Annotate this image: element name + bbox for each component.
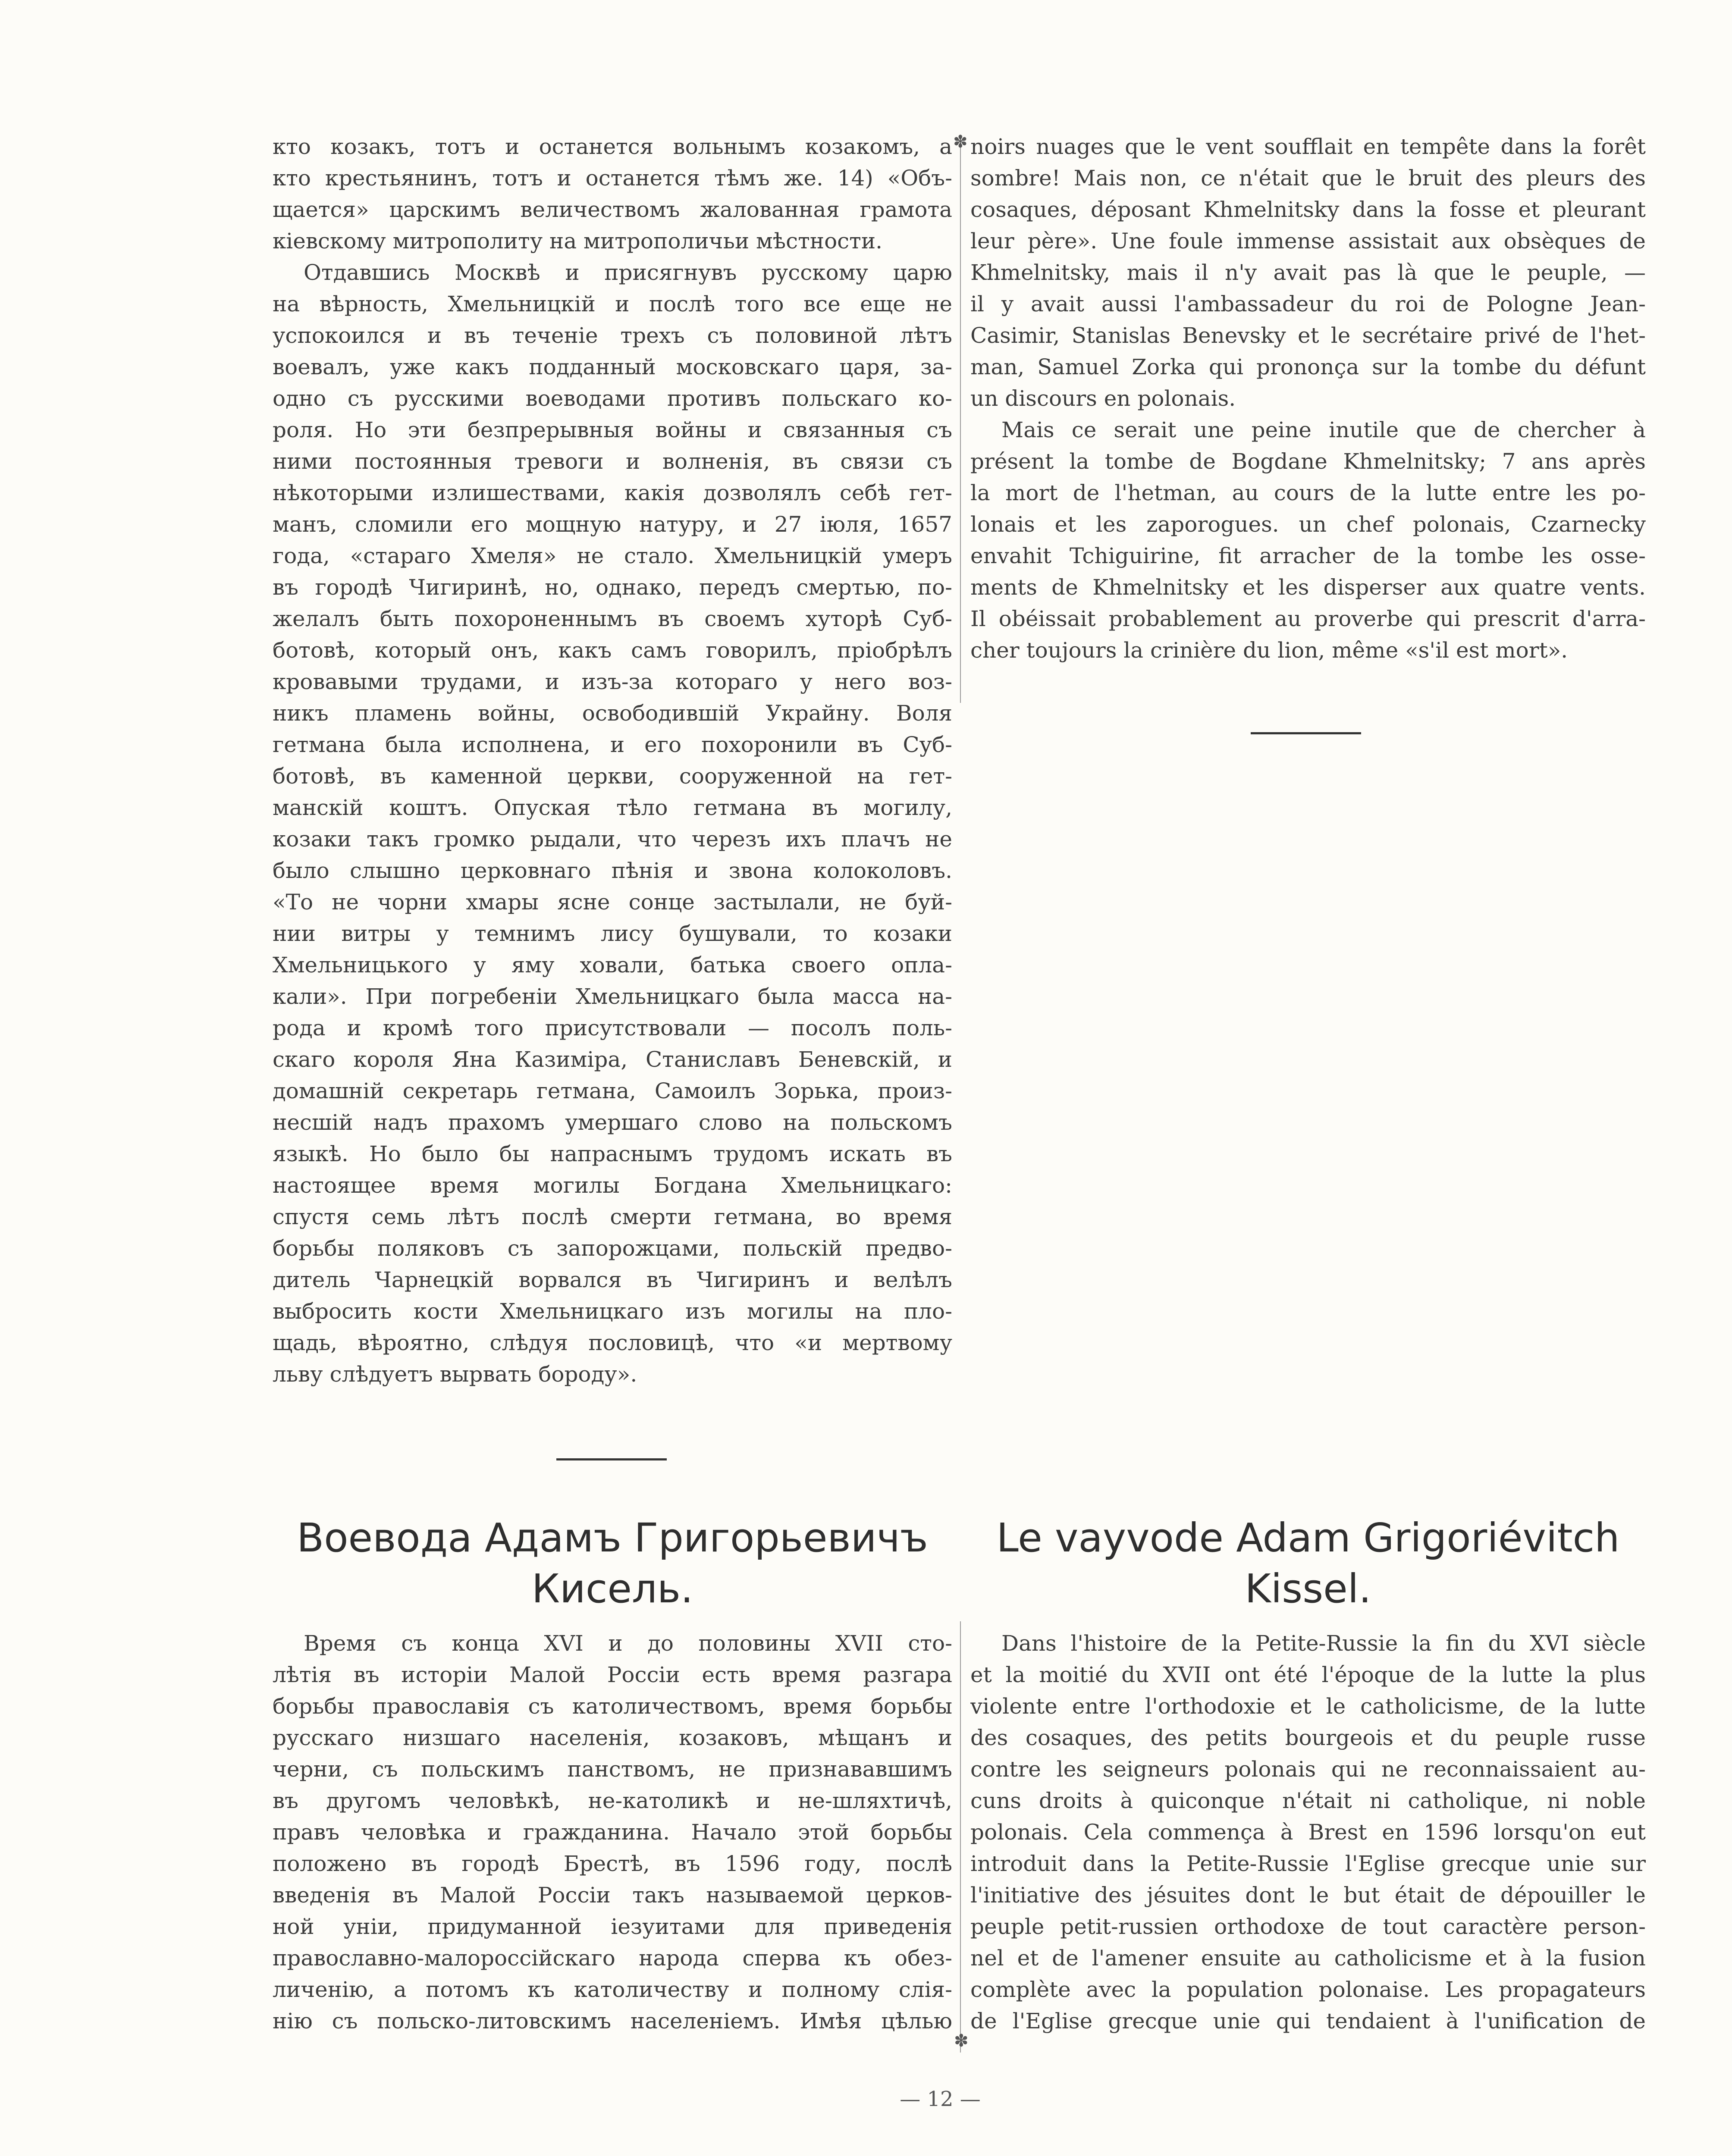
text-line: sombre! Mais non, ce n'était que le bruit des pleurs des [970,166,1646,191]
section-rule-left [556,1458,667,1460]
text-line: ной уніи, придуманной іезуитами для приведенія [273,1914,952,1939]
text-line: въ другомъ человѣкѣ, не-католикѣ и не-шляхтичѣ, [273,1788,952,1813]
text-line: желалъ быть похороненнымъ въ своемъ хуторѣ Суб- [273,606,952,631]
text-line: Il obéissait probablement au proverbe qui prescrit d'arra- [970,606,1646,631]
russian-text-column-bottom [273,1628,952,2037]
section-heading-russian [273,1513,952,1614]
heading-line: Kissel. [1245,1566,1371,1612]
text-line: кто крестьянинъ, тотъ и останется тѣмъ же. 14) «Объ- [273,166,952,191]
text-line: года, «стараго Хмеля» не стало. Хмельницкій умеръ [273,543,952,568]
text-line: la mort de l'hetman, au cours de la lutte entre les po- [970,480,1646,505]
russian-text-column-top [273,131,952,1390]
text-line: il y avait aussi l'ambassadeur du roi de Pologne Jean- [970,291,1646,317]
text-line: домашній секретарь гетмана, Самоилъ Зорька, произ- [273,1078,952,1103]
text-line: на вѣрность, Хмельницкій и послѣ того все еще не [273,291,952,317]
text-line: ботовѣ, въ каменной церкви, сооруженной на гет- [273,764,952,789]
text-line: успокоился и въ теченіе трехъ съ половиной лѣтъ [273,323,952,348]
column-divider-top [960,142,961,703]
text-line: ними постоянныя тревоги и волненія, въ связи съ [273,449,952,474]
text-line: contre les seigneurs polonais qui ne reconnaissaient au- [970,1757,1646,1782]
text-line: нію съ польско-литовскимъ населеніемъ. Имѣя цѣлью [273,2009,952,2034]
text-line: выбросить кости Хмельницкаго изъ могилы на пло- [273,1299,952,1324]
text-line: ботовѣ, который онъ, какъ самъ говорилъ, пріобрѣлъ [273,638,952,663]
text-line: лѣтія въ исторіи Малой Россіи есть время разгара [273,1662,952,1687]
ornament-mark-top: ✽ [953,132,968,152]
french-text-column-top [970,131,1646,666]
text-line: языкѣ. Но было бы напраснымъ трудомъ искать въ [273,1141,952,1166]
text-line: Dans l'histoire de la Petite-Russie la fin du XVI siècle [1001,1631,1646,1656]
text-line: манскій коштъ. Опуская тѣло гетмана въ могилу, [273,795,952,820]
text-line: cuns droits à quiconque n'était ni catholique, ni noble [970,1788,1646,1813]
text-line: l'initiative des jésuites dont le but était de dépouiller le [970,1883,1646,1908]
text-line: правъ человѣка и гражданина. Начало этой борьбы [273,1820,952,1845]
text-line: борьбы православія съ католичествомъ, время борьбы [273,1694,952,1719]
text-line: violente entre l'orthodoxie et le catholicisme, de la lutte [970,1694,1646,1719]
text-line: скаго короля Яна Казиміра, Станиславъ Беневскій, и [273,1047,952,1072]
text-line: православно-малороссійскаго народа сперва къ обез- [273,1946,952,1971]
text-line: nel et de l'amener ensuite au catholicisme et à la fusion [970,1946,1646,1971]
text-line: воевалъ, уже какъ подданный московскаго царя, за- [273,354,952,379]
text-line: гетмана была исполнена, и его похоронили въ Суб- [273,732,952,757]
text-line: cher toujours la crinière du lion, même «s'il est mort». [970,638,1568,663]
text-line: ments de Khmelnitsky et les disperser aux quatre vents. [970,575,1646,600]
text-line: черни, съ польскимъ панствомъ, не признававшимъ [273,1757,952,1782]
text-line: было слышно церковнаго пѣнія и звона колоколовъ. [273,858,952,883]
text-line: роля. Но эти безпрерывныя войны и связанныя съ [273,417,952,442]
column-divider-bottom [960,1621,961,2053]
text-line: манъ, сломили его мощную натуру, и 27 іюля, 1657 [273,512,952,537]
text-line: leur père». Une foule immense assistait aux obsèques de [970,229,1646,254]
text-line: спустя семь лѣтъ послѣ смерти гетмана, во время [273,1204,952,1229]
text-line: козаки такъ громко рыдали, что черезъ ихъ плачъ не [273,827,952,852]
text-line: дитель Чарнецкій ворвался въ Чигиринъ и велѣлъ [273,1267,952,1292]
text-line: Время съ конца XVI и до половины XVII сто- [304,1631,952,1656]
text-line: de l'Eglise grecque unie qui tendaient à l'unification de [970,2009,1646,2034]
text-line: Casimir, Stanislas Benevsky et le secrétaire privé de l'het- [970,323,1646,348]
text-line: никъ пламень войны, освободившій Украйну. Воля [273,701,952,726]
text-line: борьбы поляковъ съ запорожцами, польскій предво- [273,1236,952,1261]
text-line: complète avec la population polonaise. Les propagateurs [970,1977,1646,2002]
text-line: présent la tombe de Bogdane Khmelnitsky; 7 ans après [970,449,1646,474]
heading-line: Воевода Адамъ Григорьевичъ [297,1515,928,1561]
text-line: peuple petit-russien orthodoxe de tout caractère person- [970,1914,1646,1939]
text-line: des cosaques, des petits bourgeois et du peuple russe [970,1725,1646,1750]
ornament-mark-bottom: ✽ [954,2031,969,2051]
text-line: introduit dans la Petite-Russie l'Eglise grecque unie sur [970,1851,1646,1876]
section-heading-french [970,1513,1646,1614]
text-line: man, Samuel Zorka qui prononça sur la tombe du défunt [970,354,1646,379]
heading-line: Le vayvode Adam Grigoriévitch [996,1515,1620,1561]
page-number: — 12 — [900,2087,981,2111]
french-text-column-bottom [970,1628,1646,2037]
text-line: нии витры у темнимъ лису бушували, то козаки [273,921,952,946]
section-rule-right [1251,732,1361,734]
text-line: Khmelnitsky, mais il n'y avait pas là que le peuple, — [970,260,1646,285]
text-line: щается» царскимъ величествомъ жалованная грамота [273,197,952,222]
text-line: въ городѣ Чигиринѣ, но, однако, передъ смертью, по- [273,575,952,600]
text-line: cosaques, déposant Khmelnitsky dans la fosse et pleurant [970,197,1646,222]
text-line: Mais ce serait une peine inutile que de chercher à [1001,417,1646,442]
text-line: настоящее время могилы Богдана Хмельницкаго: [273,1173,952,1198]
text-line: щадь, вѣроятно, слѣдуя пословицѣ, что «и мертвому [273,1330,952,1355]
text-line: кровавыми трудами, и изъ-за котораго у него воз- [273,669,952,694]
text-line: noirs nuages que le vent soufflait en tempête dans la forêt [970,134,1646,159]
text-line: одно съ русскими воеводами противъ польскаго ко- [273,386,952,411]
text-line: un discours en polonais. [970,386,1236,411]
text-line: нѣкоторыми излишествами, какія дозволялъ себѣ гет- [273,480,952,505]
text-line: русскаго низшаго населенія, козаковъ, мѣщанъ и [273,1725,952,1750]
text-line: polonais. Cela commença à Brest en 1596 lorsqu'on eut [970,1820,1646,1845]
text-line: введенія въ Малой Россіи такъ называемой церков- [273,1883,952,1908]
text-line: льву слѣдуетъ вырвать бороду». [273,1362,637,1387]
text-line: кіевскому митрополиту на митрополичьи мѣстности. [273,229,883,254]
text-line: Отдавшись Москвѣ и присягнувъ русскому царю [304,260,952,285]
text-line: envahit Tchiguirine, fit arracher de la tombe les osse- [970,543,1646,568]
text-line: кто козакъ, тотъ и останется вольнымъ козакомъ, а [273,134,952,159]
text-line: «То не чорни хмары ясне сонце застылали, не буй- [273,890,952,915]
text-line: рода и кромѣ того присутствовали — посолъ поль- [273,1015,952,1040]
text-line: положено въ городѣ Брестѣ, въ 1596 году, послѣ [273,1851,952,1876]
text-line: несшій надъ прахомъ умершаго слово на польскомъ [273,1110,952,1135]
text-line: Хмельницького у яму ховали, батька своего опла- [273,953,952,978]
text-line: личенію, а потомъ къ католичеству и полному слія- [273,1977,952,2002]
text-line: et la moitié du XVII ont été l'époque de la lutte la plus [970,1662,1646,1687]
heading-line: Кисель. [531,1566,693,1612]
text-line: lonais et les zaporogues. un chef polonais, Czarnecky [970,512,1646,537]
text-line: кали». При погребеніи Хмельницкаго была масса на- [273,984,952,1009]
